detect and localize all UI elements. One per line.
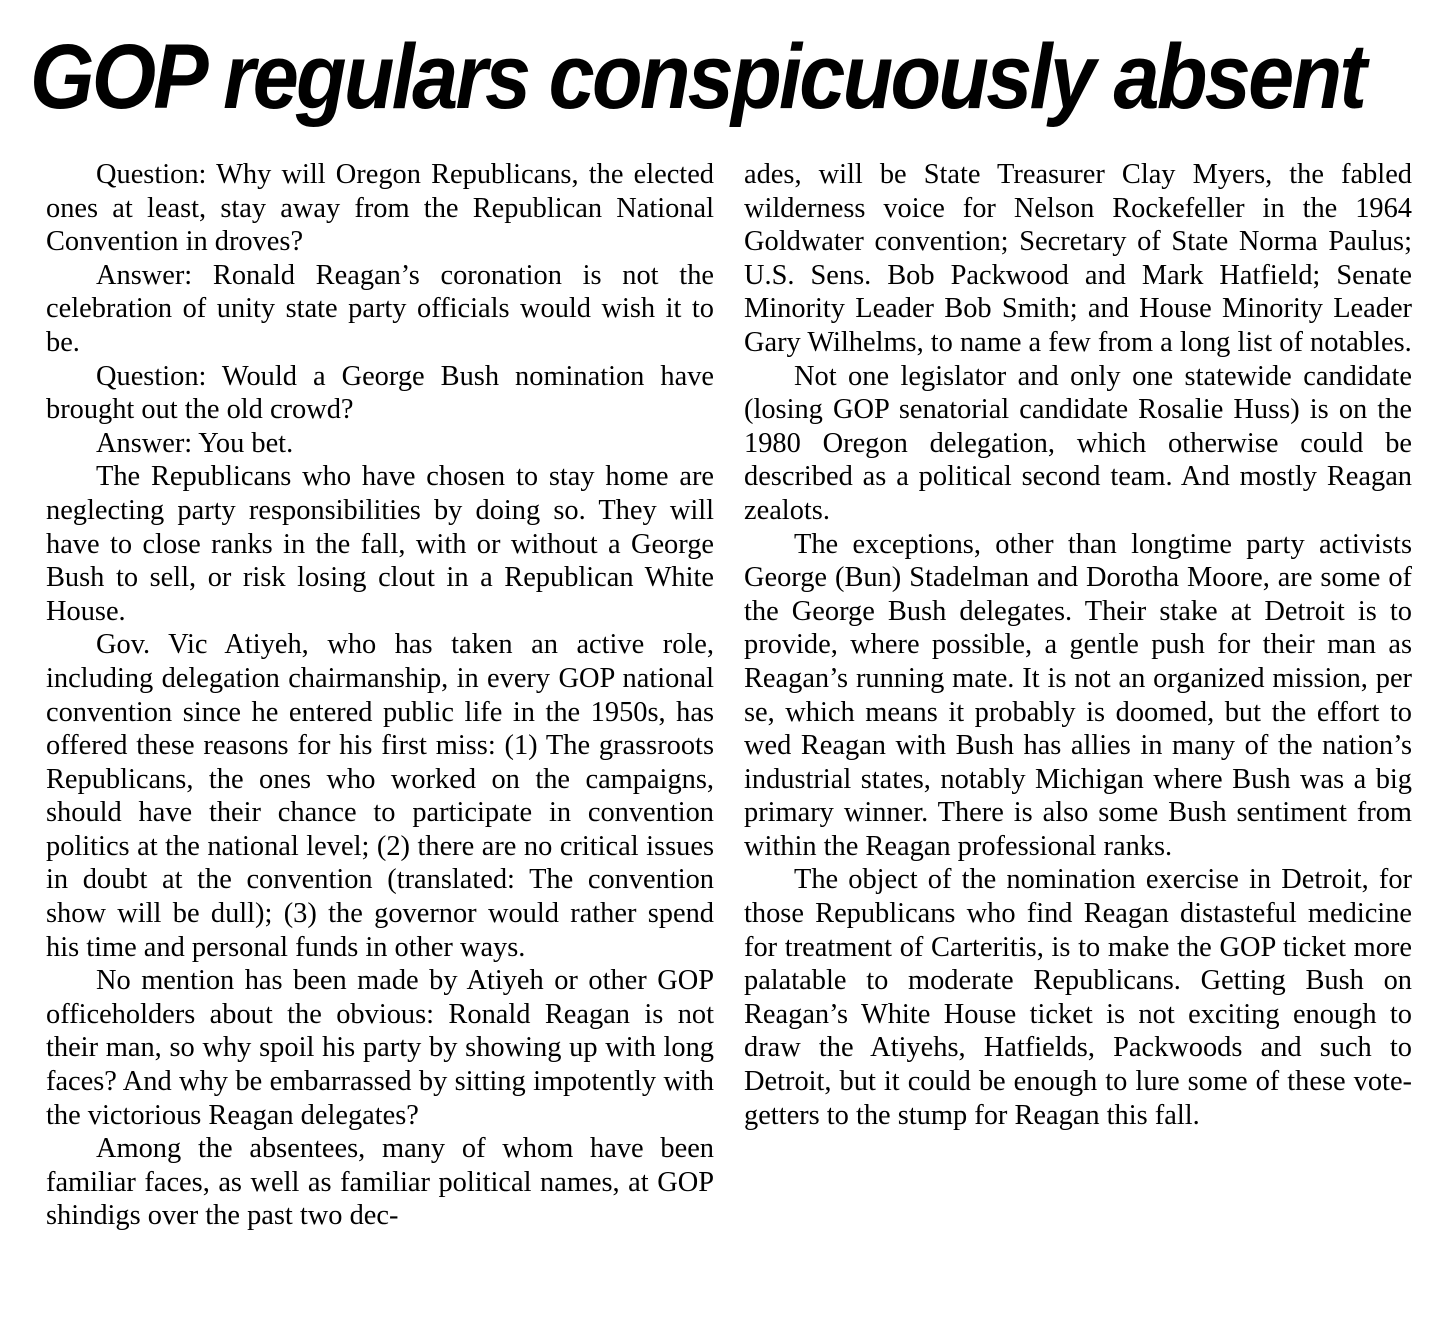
paragraph: Among the absentees, many of whom have been familiar faces, as well as familiar political names, at GOP shindigs over the past two dec-	[46, 1133, 714, 1232]
paragraph: The object of the nomination exercise in Detroit, for those Republicans who find Reagan distasteful medicine for treatment of Carteritis, is to make the GOP ticket more palatable to moderate Republicans. Getting Bush on Reagan’s White House ticket is not exciting enough to draw the Atiyehs, Hatfields, Packwoods and such to Detroit, but it could be enough to lure some of these vote-getters to the stump for Reagan this fall.	[744, 864, 1412, 1131]
paragraph: Gov. Vic Atiyeh, who has taken an active role, including delegation chairmanship, in every GOP national convention since he entered public life in the 1950s, has offered these reasons for his first miss: (1) The grassroots Republicans, the ones who worked on the campaigns, should have their chance to participate in convention politics at the national level; (2) there are no critical issues in doubt at the convention (translated: The convention show will be dull); (3) the governor would rather spend his time and personal funds in other ways.	[46, 629, 714, 963]
paragraph-continuation: ades, will be State Treasurer Clay Myers, the fabled wilderness voice for Nelson Rockefeller in the 1964 Goldwater convention; Secretary of State Norma Paulus; U.S. Sens. Bob Packwood and Mark Hatfield; Senate Minority Leader Bob Smith; and House Minority Leader Gary Wilhelms, to name a few from a long list of notables.	[744, 159, 1412, 358]
paragraph: The exceptions, other than longtime party activists George (Bun) Stadelman and Dorotha Moore, are some of the George Bush delegates. Their stake at Detroit is to provide, where possible, a gentle push for their man as Reagan’s running mate. It is not an organized mission, per se, which means it probably is doomed, but the effort to wed Reagan with Bush has allies in many of the nation’s industrial states, notably Michigan where Bush was a big primary winner. There is also some Bush sentiment from within the Reagan professional ranks.	[744, 528, 1412, 862]
paragraph: Question: Would a George Bush nomination have brought out the old crowd?	[46, 360, 714, 426]
paragraph: Not one legislator and only one statewide candidate (losing GOP senatorial candidate Rosalie Huss) is on the 1980 Oregon delegation, which otherwise could be described as a political second team. And mostly Reagan zealots.	[744, 360, 1412, 526]
right-column	[744, 158, 1412, 1132]
paragraph: Answer: Ronald Reagan’s coronation is not the celebration of unity state party officials would wish it to be.	[46, 259, 714, 358]
left-column	[46, 158, 714, 1233]
paragraph: Answer: You bet.	[96, 427, 294, 459]
paragraph: Question: Why will Oregon Republicans, the elected ones at least, stay away from the Republican National Convention in droves?	[46, 159, 714, 258]
paragraph: No mention has been made by Atiyeh or other GOP officeholders about the obvious: Ronald Reagan is not their man, so why spoil his party by showing up with long faces? And why be embarrassed by sitting impotently with the victorious Reagan delegates?	[46, 965, 714, 1131]
headline: GOP regulars conspicuously absent	[30, 26, 1365, 128]
paragraph: The Republicans who have chosen to stay home are neglecting party responsibilities by doing so. They will have to close ranks in the fall, with or without a George Bush to sell, or risk losing clout in a Republican White House.	[46, 461, 714, 627]
